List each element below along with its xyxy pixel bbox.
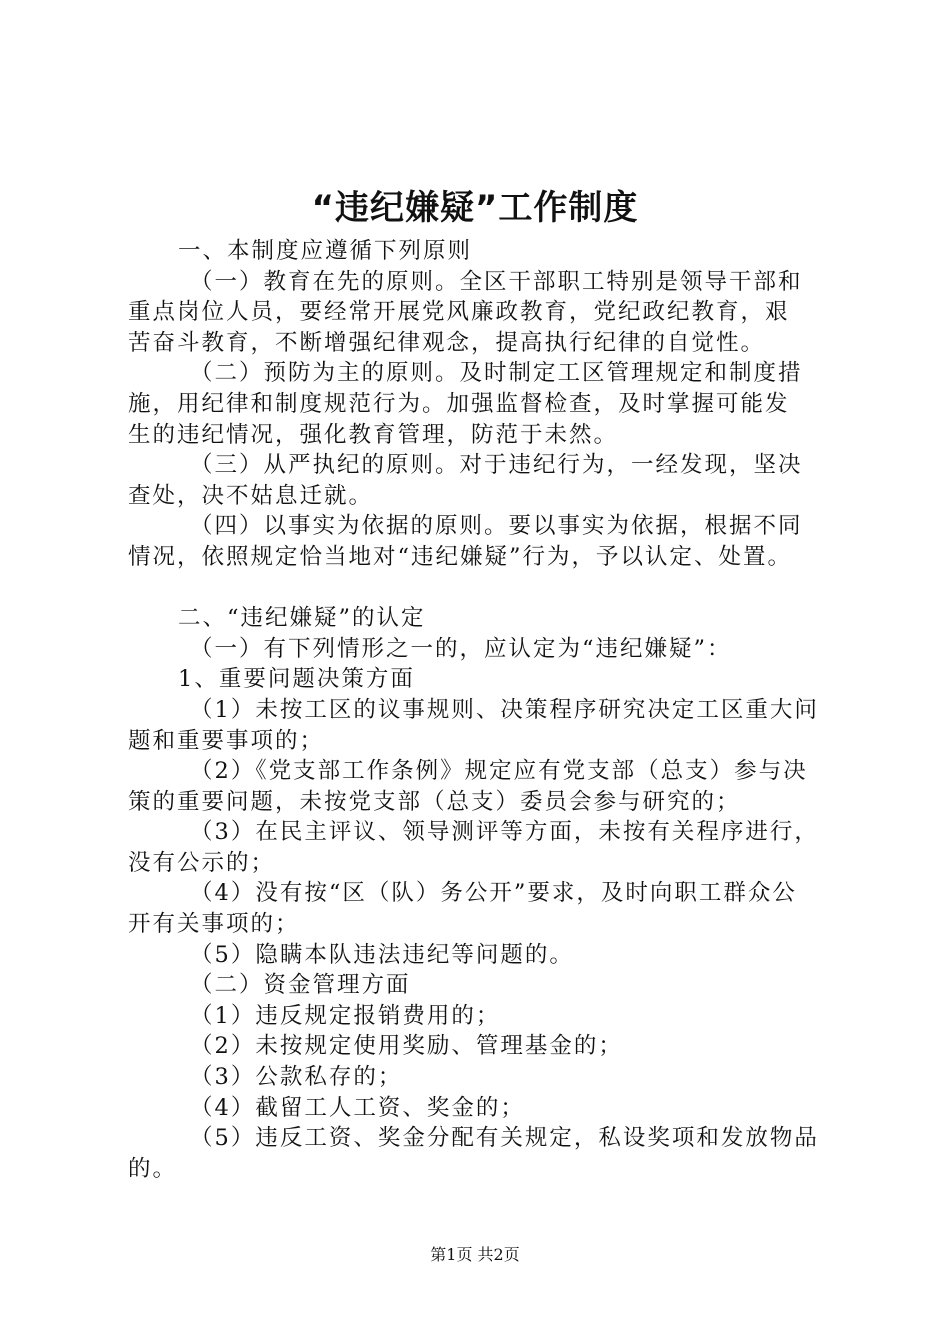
paragraph-line: （1）未按工区的议事规则、决策程序研究决定工区重大问 [190, 696, 819, 723]
paragraph-line: （一）教育在先的原则。全区干部职工特别是领导干部和 [190, 268, 803, 295]
document-body [128, 236, 840, 1184]
paragraph-line: 没有公示的； [128, 849, 276, 876]
paragraph-line: 苦奋斗教育，不断增强纪律观念，提高执行纪律的自觉性。 [128, 329, 766, 356]
document-title: “违纪嫌疑”工作制度 [311, 188, 639, 228]
paragraph-line: 开有关事项的； [128, 911, 300, 938]
paragraph-line: 重点岗位人员，要经常开展党风廉政教育，党纪政纪教育，艰 [128, 299, 790, 326]
paragraph-line: （5）违反工资、奖金分配有关规定，私设奖项和发放物品 [190, 1125, 819, 1152]
paragraph-line: （3）公款私存的； [190, 1064, 403, 1091]
paragraph-line: （一）有下列情形之一的，应认定为“违纪嫌疑”： [190, 635, 732, 662]
paragraph-line: （四）以事实为依据的原则。要以事实为依据，根据不同 [190, 513, 803, 540]
paragraph-line: （4）没有按“区（队）务公开”要求，及时向职工群众公 [190, 880, 797, 907]
blank-line [128, 573, 840, 604]
paragraph-line: 策的重要问题，未按党支部（总支）委员会参与研究的； [128, 788, 741, 815]
paragraph-line: 生的违纪情况，强化教育管理，防范于未然。 [128, 421, 619, 448]
paragraph-line: （5）隐瞒本队违法违纪等问题的。 [190, 941, 574, 968]
paragraph-line: 的。 [128, 1155, 178, 1182]
section-heading: 一、本制度应遵循下列原则 [178, 238, 473, 264]
paragraph-line: （4）截留工人工资、奖金的； [190, 1094, 525, 1121]
paragraph-line: （二）资金管理方面 [190, 972, 411, 999]
paragraph-line: （1）违反规定报销费用的； [190, 1002, 501, 1029]
paragraph-line: （三）从严执纪的原则。对于违纪行为，一经发现，坚决 [190, 452, 803, 479]
section-heading: 二、“违纪嫌疑”的认定 [178, 605, 426, 632]
paragraph-line: （3）在民主评议、领导测评等方面，未按有关程序进行， [190, 819, 819, 846]
paragraph-line: 情况，依照规定恰当地对“违纪嫌疑”行为，予以认定、处置。 [128, 543, 793, 570]
paragraph-line: （二）预防为主的原则。及时制定工区管理规定和制度措 [190, 360, 803, 387]
paragraph-line: 施，用纪律和制度规范行为。加强监督检查，及时掌握可能发 [128, 390, 790, 417]
paragraph-line: 1、重要问题决策方面 [178, 666, 415, 693]
paragraph-line: 题和重要事项的； [128, 727, 325, 754]
paragraph-line: 查处，决不姑息迁就。 [128, 482, 374, 509]
page-footer: 第1页 共2页 [430, 1245, 520, 1264]
paragraph-line: （2）《党支部工作条例》规定应有党支部（总支）参与决 [190, 758, 808, 785]
paragraph-line: （2）未按规定使用奖励、管理基金的； [190, 1033, 623, 1060]
